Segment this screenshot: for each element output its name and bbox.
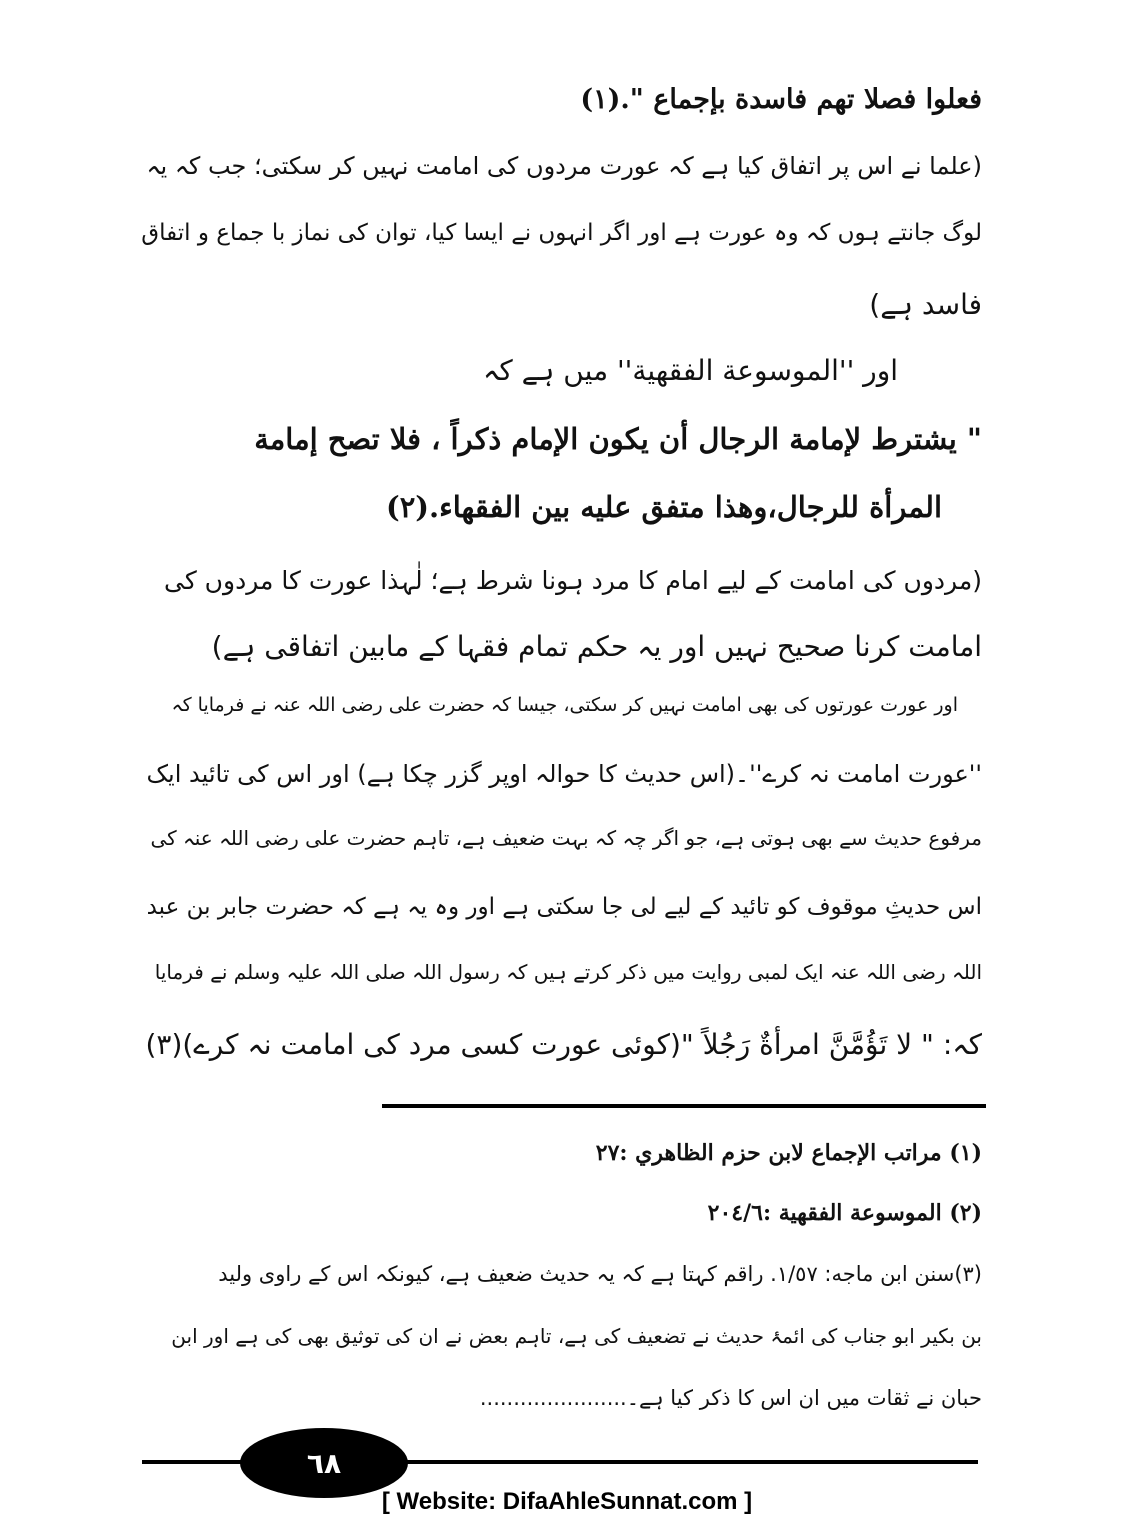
urdu-line: مرفوع حدیث سے بھی ہوتی ہے، جو اگر چہ کہ بہت ضعیف ہے، تاہم حضرت علی رضی اللہ عنہ کی (150, 826, 982, 850)
urdu-line: امامت کرنا صحیح نہیں اور یہ حکم تمام فقہا کے مابین اتفاقی ہے) (211, 630, 982, 663)
footnote-1: (۱) مراتب الإجماع لابن حزم الظاهري :٢٧ (595, 1140, 982, 1166)
footnote-3: حبان نے ثقات میں ان اس کا ذکر کیا ہے۔...................... (479, 1386, 982, 1410)
footnote-divider (382, 1104, 986, 1108)
urdu-line: کہ: " لا تَؤُمَّنَّ امرأةٌ رَجُلاً "(کوئی عورت کسی مرد کی امامت نہ کرے)(۳) (145, 1028, 982, 1061)
urdu-line: (علما نے اس پر اتفاق کیا ہے کہ عورت مردوں کی امامت نہیں کر سکتی؛ جب کہ یہ (146, 152, 982, 180)
arabic-quote: المرأة للرجال،وهذا متفق عليه بين الفقهاء.(٢) (385, 490, 942, 524)
urdu-line: فاسد ہے) (869, 288, 982, 321)
urdu-line: لوگ جانتے ہوں کہ وہ عورت ہے اور اگر انہوں نے ایسا کیا، توان کی نماز با جماع و اتفاق (141, 220, 982, 246)
arabic-quote: " يشترط لإمامة الرجال أن يكون الإمام ذكراً ، فلا تصح إمامة (254, 422, 982, 456)
page-number: ٦٨ (240, 1428, 408, 1498)
urdu-line: اس حدیثِ موقوف کو تائید کے لیے لی جا سکتی ہے اور وہ یہ ہے کہ حضرت جابر بن عبد (146, 894, 982, 920)
website-link[interactable]: [ Website: DifaAhleSunnat.com ] (381, 1488, 753, 1515)
footnote-2: (۲) الموسوعة الفقهية :٢٠٤/٦ (707, 1200, 982, 1226)
urdu-line: اور عورت عورتوں کی بھی امامت نہیں کر سکتی، جیسا کہ حضرت علی رضی اللہ عنہ نے فرمایا کہ (171, 694, 958, 716)
urdu-line: اور ''الموسوعة الفقهية'' میں ہے کہ (482, 354, 898, 387)
footnote-3: (۳)سنن ابن ماجه: ١/٥٧. راقم کہتا ہے کہ یہ حدیث ضعیف ہے، کیونکہ اس کے راوی ولید (218, 1262, 982, 1286)
footnote-3: بن بکیر ابو جناب کی ائمۂ حدیث نے تضعیف کی ہے، تاہم بعض نے ان کی توثیق بھی کی ہے اور ابن (171, 1324, 982, 1348)
urdu-line: (مردوں کی امامت کے لیے امام کا مرد ہونا شرط ہے؛ لٰہذا عورت کا مردوں کی (164, 566, 982, 595)
arabic-quote-end: فعلوا فصلا تهم فاسدة بإجماع ".(۱) (580, 84, 982, 115)
urdu-line: اللہ رضی اللہ عنہ ایک لمبی روایت میں ذکر کرتے ہیں کہ رسول اللہ صلی اللہ علیہ وسلم نے فرمایا (154, 960, 982, 984)
urdu-line: ''عورت امامت نہ کرے''۔(اس حدیث کا حوالہ اوپر گزر چکا ہے) اور اس کی تائید ایک (146, 760, 982, 788)
